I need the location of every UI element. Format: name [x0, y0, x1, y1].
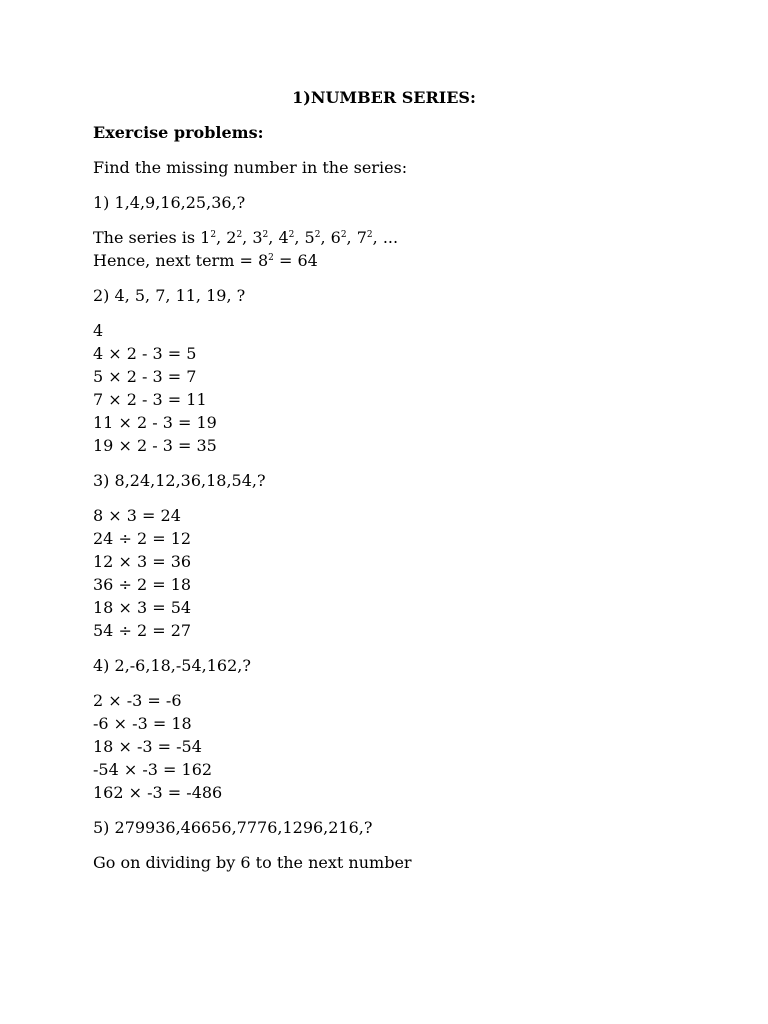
step-line: 4 × 2 - 3 = 5 [93, 344, 197, 363]
base-6: 6 [330, 228, 341, 247]
base-3: 3 [252, 228, 263, 247]
step-line: 8 × 3 = 24 [93, 506, 181, 525]
problem-3-steps [93, 504, 713, 642]
exp-5: 2 [314, 230, 321, 240]
problem-4-steps [93, 689, 713, 804]
step-line: 162 × -3 = -486 [93, 783, 223, 802]
exp-2: 2 [236, 230, 243, 240]
step-line: -6 × -3 = 18 [93, 714, 192, 733]
intro-text: Find the missing number in the series: [93, 158, 408, 177]
conclusion-exp: 2 [268, 253, 274, 263]
step-line: 2 × -3 = -6 [93, 691, 182, 710]
exp-6: 2 [340, 230, 347, 240]
problem-1-conclusion [93, 249, 713, 272]
series-suffix: , ... [372, 228, 399, 247]
step-line: 19 × 2 - 3 = 35 [93, 436, 217, 455]
base-1: 1 [200, 228, 211, 247]
document-page [93, 86, 713, 874]
step-line: 36 ÷ 2 = 18 [93, 575, 192, 594]
problem-5-question: 5) 279936,46656,7776,1296,216,? [93, 818, 373, 837]
exp-3: 2 [262, 230, 269, 240]
problem-1-question: 1) 1,4,9,16,25,36,? [93, 193, 246, 212]
problem-5-note: Go on dividing by 6 to the next number [93, 853, 412, 872]
problem-3-question: 3) 8,24,12,36,18,54,? [93, 471, 266, 490]
step-line: 18 × 3 = 54 [93, 598, 192, 617]
section-heading: Exercise problems: [93, 123, 264, 142]
step-line: 11 × 2 - 3 = 19 [93, 413, 217, 432]
conclusion-suffix: = 64 [273, 251, 318, 270]
series-prefix-text: The series is [93, 228, 201, 247]
step-line: 4 [93, 321, 104, 340]
conclusion-prefix: Hence, next term = 8 [93, 251, 269, 270]
problem-1-explanation [93, 226, 713, 272]
step-line: 5 × 2 - 3 = 7 [93, 367, 197, 386]
base-7: 7 [356, 228, 367, 247]
step-line: 54 ÷ 2 = 27 [93, 621, 192, 640]
problem-4-question: 4) 2,-6,18,-54,162,? [93, 656, 251, 675]
exp-1: 2 [210, 230, 217, 240]
problem-1-series-line: The series is $1^2$, $2^2$, $3^2$, $4^2$, $5^2$, $6^2$, $7^2$, ... [93, 228, 399, 247]
base-4: 4 [278, 228, 289, 247]
page-title: 1)NUMBER SERIES: [292, 88, 476, 107]
step-line: 18 × -3 = -54 [93, 737, 202, 756]
exp-7: 2 [366, 230, 373, 240]
exp-4: 2 [288, 230, 295, 240]
step-line: -54 × -3 = 162 [93, 760, 213, 779]
base-2: 2 [226, 228, 237, 247]
step-line: 7 × 2 - 3 = 11 [93, 390, 207, 409]
base-5: 5 [304, 228, 315, 247]
problem-2-question: 2) 4, 5, 7, 11, 19, ? [93, 286, 246, 305]
step-line: 24 ÷ 2 = 12 [93, 529, 192, 548]
problem-2-steps [93, 319, 713, 457]
step-line: 12 × 3 = 36 [93, 552, 192, 571]
